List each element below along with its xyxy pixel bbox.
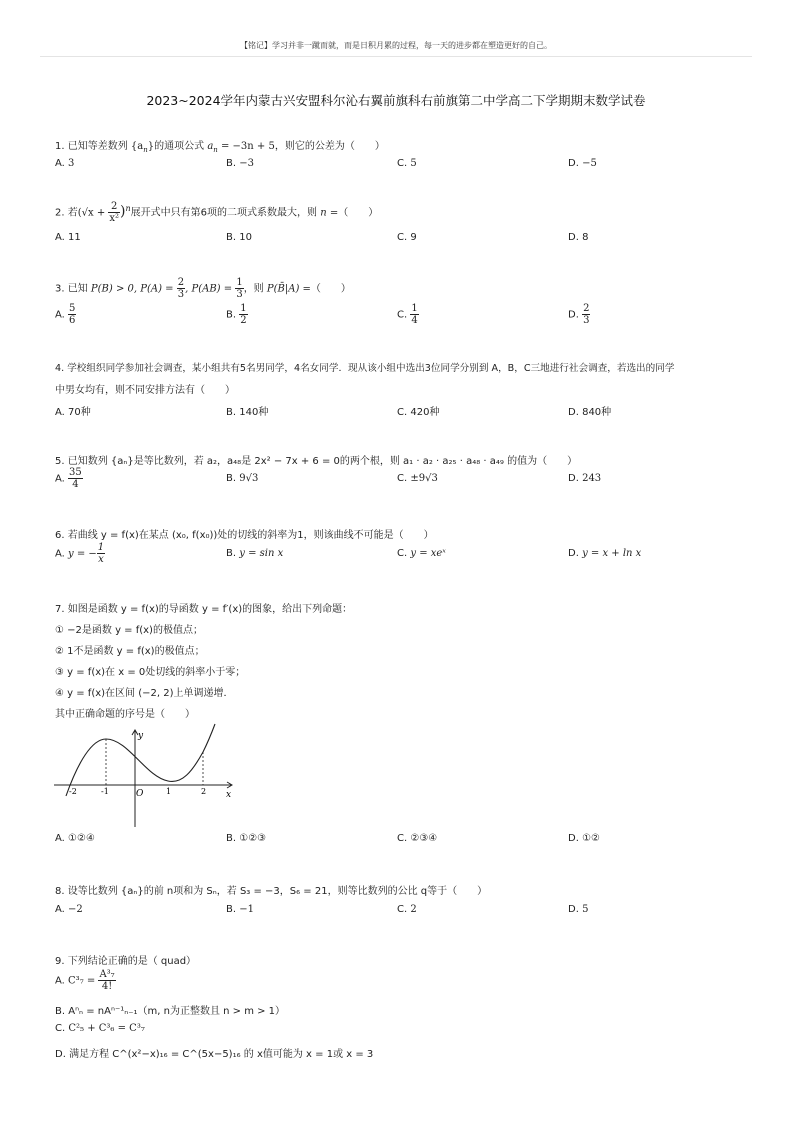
q6-option-b[interactable]: B. y = sin x bbox=[226, 548, 284, 559]
q5-option-b[interactable]: B. 9√3 bbox=[226, 473, 259, 484]
q9-option-b[interactable]: B. Aⁿₙ = nAⁿ⁻¹ₙ₋₁（m, n为正整数且 n > m > 1） bbox=[55, 1006, 286, 1017]
q7-option-c[interactable]: C. ②③④ bbox=[397, 833, 438, 844]
q8-option-c[interactable]: C. 2 bbox=[397, 904, 417, 915]
tick-label-neg-2: -2 bbox=[69, 787, 77, 796]
q9-option-c[interactable]: C. C²₅ + C³₆ = C³₇ bbox=[55, 1023, 145, 1034]
q7-option-a[interactable]: A. ①②④ bbox=[55, 833, 95, 844]
q2-option-a[interactable]: A. 11 bbox=[55, 232, 81, 243]
motto-banner: 【铭记】学习并非一蹴而就，而是日积月累的过程，每一天的进步都在塑造更好的自己。 bbox=[240, 41, 552, 50]
q1-option-a[interactable]: A. 3 bbox=[55, 158, 75, 169]
question-4-line-2: 中男女均有，则不同安排方法有（ ） bbox=[55, 385, 235, 396]
q2-fraction: $\frac{2}{\text{x²}}$ bbox=[109, 201, 120, 224]
question-8-stem: 8. 设等比数列 {aₙ}的前 n项和为 Sₙ，若 S₃ = −3，S₆ = 21，则等比数列的公比 q等于（ ） bbox=[55, 886, 488, 897]
question-7-stem: 7. 如图是函数 y = f(x)的导函数 y = f′(x)的图象，给出下列命题： bbox=[55, 604, 353, 615]
page-title: 2023~2024学年内蒙古兴安盟科尔沁右翼前旗科右前旗第二中学高二下学期期末数学试卷 bbox=[146, 93, 646, 108]
question-4-line-1: 4. 学校组织同学参加社会调查，某小组共有5名男同学，4名女同学．现从该小组中选出3位同学分别到 A，B，C三地进行社会调查，若选出的同学 bbox=[55, 363, 675, 374]
q7-proposition-1: ① −2是函数 y = f(x)的极值点； bbox=[55, 625, 203, 636]
q1-option-c[interactable]: C. 5 bbox=[397, 158, 417, 169]
q1-option-b[interactable]: B. −3 bbox=[226, 158, 254, 169]
q5-option-c[interactable]: C. ±9√3 bbox=[397, 473, 438, 484]
q5-option-a[interactable]: A. $\frac{35}{4}$ bbox=[55, 467, 82, 490]
tick-label-neg-1: -1 bbox=[101, 787, 109, 796]
question-9-stem: 9. 下列结论正确的是（ quad） bbox=[55, 956, 197, 967]
q8-option-d[interactable]: D. 5 bbox=[568, 904, 589, 915]
q6-option-c[interactable]: C. y = xeˣ bbox=[397, 548, 446, 559]
q4-option-b[interactable]: B. 140种 bbox=[226, 407, 269, 418]
q7-option-d[interactable]: D. ①② bbox=[568, 833, 601, 844]
q1-option-d[interactable]: D. −5 bbox=[568, 158, 597, 169]
q5-option-d[interactable]: D. 243 bbox=[568, 473, 602, 484]
q9-option-d[interactable]: D. 满足方程 C^(x²−x)₁₆ = C^(5x−5)₁₆ 的 x值可能为 x = 1或 x = 3 bbox=[55, 1049, 374, 1060]
q7-proposition-4: ④ y = f(x)在区间 (−2, 2)上单调递增． bbox=[55, 688, 234, 699]
q9-option-a[interactable]: A. C³₇ = $\frac{\text{A³₇}}{4!}$ bbox=[55, 969, 115, 992]
question-5-stem: 5. 已知数列 {aₙ}是等比数列，若 a₂，a₄₈是 2x² − 7x + 6 = 0的两个根，则 a₁ · a₂ · a₂₅ · a₄₈ · a₄₉ 的值为（ ） bbox=[55, 456, 578, 467]
q4-option-d[interactable]: D. 840种 bbox=[568, 407, 612, 418]
q2-option-d[interactable]: D. 8 bbox=[568, 232, 589, 243]
x-axis-label: x bbox=[226, 790, 232, 800]
q6-option-d[interactable]: D. y = x + ln x bbox=[568, 548, 642, 559]
header-divider bbox=[40, 56, 752, 57]
q7-ask: 其中正确命题的序号是（ ） bbox=[55, 709, 195, 720]
q6-option-a[interactable]: A. y = − $\frac{1}{x}$ bbox=[55, 542, 105, 565]
q8-option-a[interactable]: A. −2 bbox=[55, 904, 83, 915]
q3-option-c[interactable]: C. $\frac{1}{4}$ bbox=[397, 303, 418, 326]
q3-option-b[interactable]: B. $\frac{1}{2}$ bbox=[226, 303, 247, 326]
q3-option-a[interactable]: A. $\frac{5}{6}$ bbox=[55, 303, 76, 326]
q2-option-b[interactable]: B. 10 bbox=[226, 232, 252, 243]
question-2-stem: 2. 若(√x + $\frac{2}{\text{x²}}$ )$^n$展开式中只有第6项的二项式系数最大，则 n =（ ） bbox=[55, 201, 379, 224]
tick-label-2: 2 bbox=[201, 787, 207, 796]
y-axis-label: y bbox=[138, 731, 144, 741]
question-6-stem: 6. 若曲线 y = f(x)在某点 (x₀, f(x₀))处的切线的斜率为1，则该曲线不可能是（ ） bbox=[55, 530, 434, 541]
q3-option-d[interactable]: D. $\frac{2}{3}$ bbox=[568, 303, 590, 326]
q2-option-c[interactable]: C. 9 bbox=[397, 232, 417, 243]
q7-proposition-3: ③ y = f(x)在 x = 0处切线的斜率小于零； bbox=[55, 667, 246, 678]
q7-proposition-2: ② 1不是函数 y = f(x)的极值点； bbox=[55, 646, 205, 657]
tick-label-1: 1 bbox=[166, 787, 172, 796]
question-3-stem: 3. 已知 P(B) > 0, P(A) = $\frac{2}{3}$ , P(AB) = $\frac{1}{3}$ ，则 P(B̄|A) =（ ） bbox=[55, 277, 351, 300]
q4-option-a[interactable]: A. 70种 bbox=[55, 407, 91, 418]
derivative-graph bbox=[50, 722, 250, 830]
q4-option-c[interactable]: C. 420种 bbox=[397, 407, 440, 418]
q8-option-b[interactable]: B. −1 bbox=[226, 904, 254, 915]
q7-option-b[interactable]: B. ①②③ bbox=[226, 833, 267, 844]
question-1-stem: 1. 已知等差数列 $\{a_n\}$的通项公式 $a_n = -3n + 5$，则它的公差为（ ） bbox=[55, 141, 385, 154]
origin-label: O bbox=[136, 789, 144, 799]
